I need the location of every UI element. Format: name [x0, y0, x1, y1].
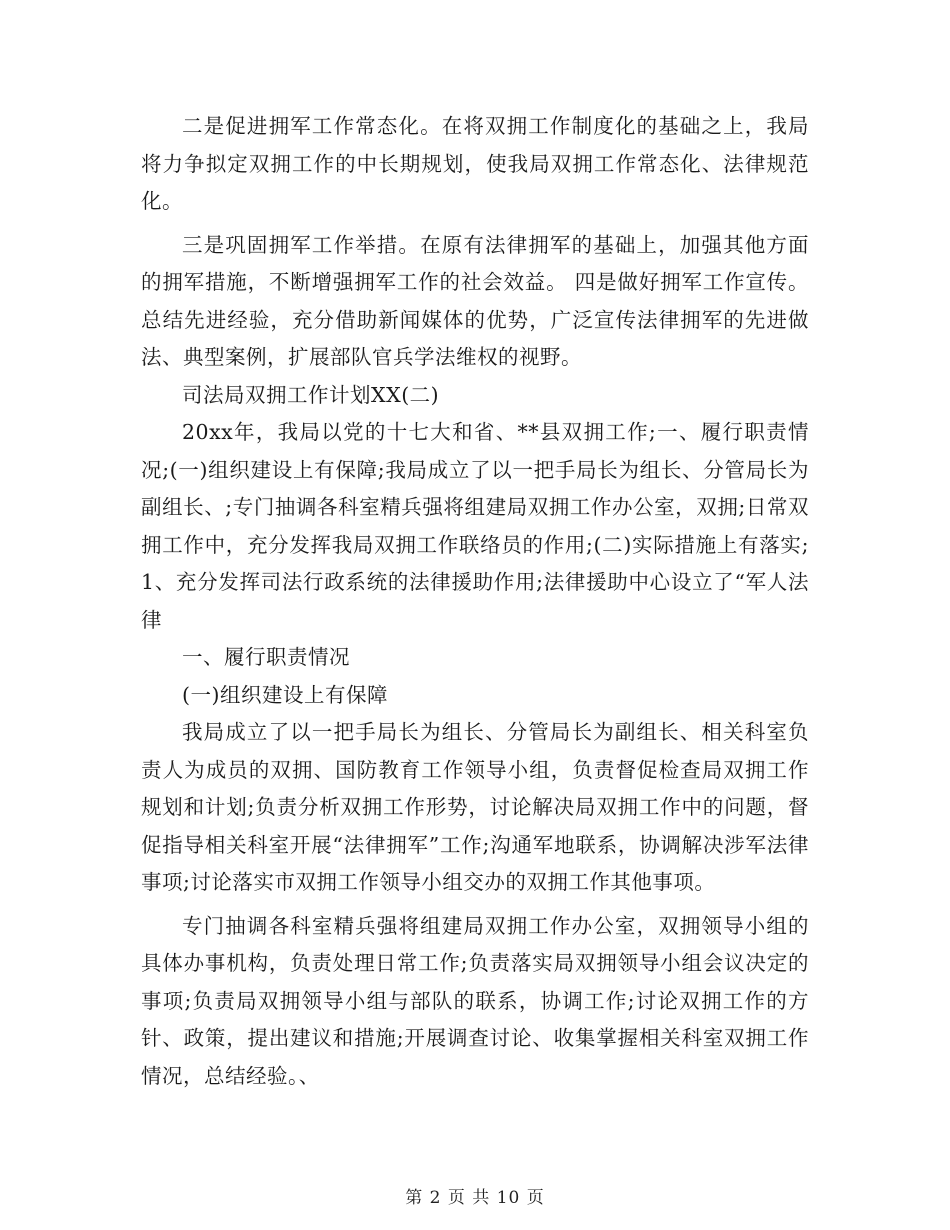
section-heading: 司法局双拥工作计划XX(二) — [182, 382, 440, 407]
paragraph: 20xx年，我局以党的十七大和省、**县双拥工作;一、履行职责情况;(一)组织建设上有保障;我局成立了以一把手局长为组长、分管局长为副组长、;专门抽调各科室精兵强将组建局双拥工作办公室，双拥;日常双拥工作中，充分发挥我局双拥工作联络员的作用;(二)实际措施上有落实;1、充分发挥司法行政系统的法律援助作用;法律援助中心设立了“军人法律 — [141, 420, 809, 632]
paragraph: 我局成立了以一把手局长为组长、分管局长为副组长、相关科室负责人为成员的双拥、国防教育工作领导小组，负责督促检查局双拥工作规划和计划;负责分析双拥工作形势，讨论解决局双拥工作中的问题，督促指导相关科室开展“法律拥军”工作;沟通军地联系，协调解决涉军法律事项;讨论落实市双拥工作领导小组交办的双拥工作其他事项。 — [141, 720, 809, 894]
paragraph: 三是巩固拥军工作举措。在原有法律拥军的基础上，加强其他方面的拥军措施，不断增强拥军工作的社会效益。 四是做好拥军工作宣传。总结先进经验，充分借助新闻媒体的优势，广泛宣传法律拥军的先进做法、典型案例，扩展部队官兵学法维权的视野。 — [141, 232, 809, 369]
document-body — [141, 108, 809, 1095]
page-number-footer: 第 2 页 共 10 页 — [405, 1188, 545, 1208]
section-heading: 一、履行职责情况 — [182, 645, 350, 669]
subsection-heading: (一)组织建设上有保障 — [182, 682, 388, 707]
paragraph: 二是促进拥军工作常态化。在将双拥工作制度化的基础之上，我局将力争拟定双拥工作的中长期规划，使我局双拥工作常态化、法律规范化。 — [141, 114, 809, 213]
paragraph: 专门抽调各科室精兵强将组建局双拥工作办公室，双拥领导小组的具体办事机构，负责处理日常工作;负责落实局双拥领导小组会议决定的事项;负责局双拥领导小组与部队的联系，协调工作;讨论双拥工作的方针、政策，提出建议和措施;开展调查讨论、收集掌握相关科室双拥工作情况，总结经验。、 — [141, 913, 809, 1088]
